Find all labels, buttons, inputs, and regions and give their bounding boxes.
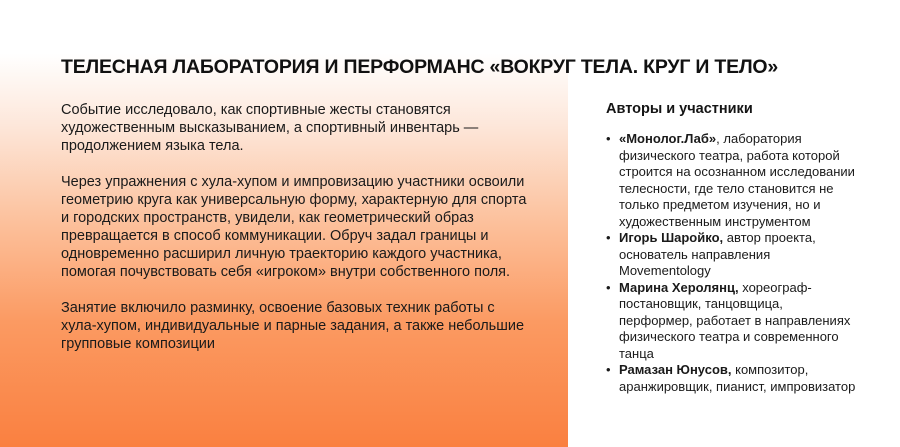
author-description: автор проекта, основатель направления Movementology — [619, 230, 816, 278]
author-description: хореограф-постановщик, танцовщица, перформер, работает в направлениях физического театра и современного танца — [619, 279, 851, 361]
list-item — [606, 131, 856, 230]
list-item — [606, 280, 856, 363]
bullet-icon: • — [606, 230, 611, 245]
paragraph-intro: Событие исследовало, как спортивные жесты становятся художественным высказыванием, а спортивный инвентарь — продолжением языка тела. — [61, 102, 479, 154]
bullet-icon: • — [606, 131, 611, 146]
author-name: Марина Херолянц, — [619, 279, 739, 295]
authors-list — [606, 131, 856, 395]
page-title: ТЕЛЕСНАЯ ЛАБОРАТОРИЯ И ПЕРФОРМАНС «ВОКРУГ ТЕЛА. КРУГ И ТЕЛО» — [61, 56, 779, 78]
main-description — [61, 101, 531, 371]
bullet-icon: • — [606, 279, 611, 295]
author-name: «Монолог.Лаб» — [619, 131, 717, 146]
paragraph-program: Занятие включило разминку, освоение базовых техник работы с хула-хупом, индивидуальные и парные задания, а также небольшие групповые композиции — [61, 300, 525, 352]
paragraph-exercises: Через упражнения с хула-хупом и импровизацию участники освоили геометрию круга как универсальную форму, характерную для спорта и городских пространств, увидели, как геометрический образ превращается в способ коммуникации. Обруч задал границы и одновременно расширил личную траекторию каждого участника, помогая почувствовать себя «игроком» внутри собственного поля. — [61, 174, 527, 280]
authors-heading: Авторы и участники — [606, 101, 753, 117]
authors-sidebar — [606, 101, 856, 395]
list-item — [606, 362, 856, 395]
author-name: Рамазан Юнусов, — [619, 362, 732, 377]
list-item — [606, 230, 856, 280]
author-description: композитор, аранжировщик, пианист, импровизатор — [619, 362, 856, 394]
author-name: Игорь Шаройко, — [619, 230, 724, 245]
bullet-icon: • — [606, 362, 611, 377]
author-description: , лаборатория физического театра, работа которой строится на осознанном исследовании телесности, где тело становится не только предметом изучения, но и художественным инструментом — [619, 131, 855, 229]
